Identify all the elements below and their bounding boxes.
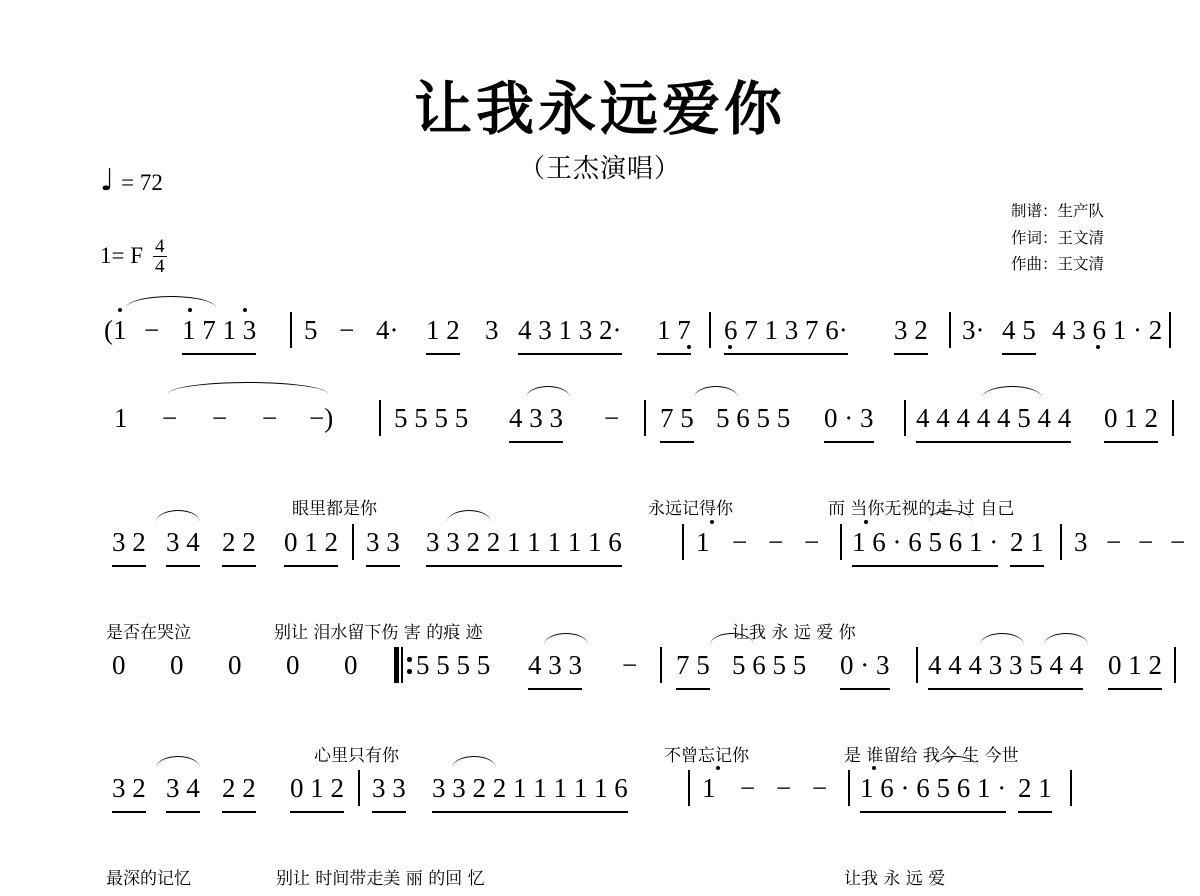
credit-composer: 作曲：王文清: [1010, 255, 1104, 274]
note-token: −: [732, 527, 748, 557]
note-token: 0 1 2: [290, 768, 344, 813]
octave-dot-above: [710, 520, 714, 524]
time-signature-numerator: 4: [155, 236, 165, 257]
barline: [848, 770, 850, 806]
music-system-4: [104, 645, 1162, 766]
notation-row: [104, 522, 1186, 568]
note-token: −: [740, 773, 756, 803]
octave-dot-above: [864, 520, 868, 524]
octave-dot-below: [687, 345, 691, 349]
note-token: 1 7: [657, 310, 691, 355]
note-token: 0 1 2: [284, 522, 338, 567]
barline: [949, 312, 951, 348]
note-token: 2 2: [222, 522, 256, 567]
barline: [709, 312, 711, 348]
credit-arranger: 制谱：生产队: [1010, 202, 1104, 220]
note-token: −: [1138, 527, 1154, 557]
note-token: 3 4: [166, 768, 200, 813]
note-token: 0: [112, 650, 126, 680]
note-token: 0: [170, 650, 184, 680]
barline: [1070, 770, 1072, 806]
lyric-phrase: 而 当你无视的走 过 自己: [828, 499, 1015, 519]
tempo-marking: [100, 163, 163, 198]
note-token: −: [1106, 527, 1122, 557]
key-label: 1= F: [100, 242, 144, 268]
note-token: −: [776, 773, 792, 803]
notation-row: [104, 310, 1163, 356]
barline: [379, 400, 381, 436]
credits-block: [1011, 198, 1104, 278]
note-token: 3 2: [112, 768, 146, 813]
lyric-phrase: 让我 永 远 爱: [844, 869, 946, 889]
note-token: 5: [304, 315, 318, 345]
barline: [682, 524, 684, 560]
note-token: 2 1: [1010, 522, 1044, 567]
barline: [358, 770, 360, 806]
note-token: −: [622, 650, 638, 680]
octave-dot-above: [118, 308, 122, 312]
barline: [290, 312, 292, 348]
note-token: 4 5: [1002, 310, 1036, 355]
barline: [1169, 312, 1171, 348]
repeat-start-sign: [394, 647, 407, 683]
notation-row: [104, 398, 1158, 444]
note-token: −: [604, 403, 620, 433]
music-system-3: [104, 522, 1186, 643]
note-token: (1: [104, 315, 127, 345]
note-token: 5 6 5 5: [716, 403, 791, 433]
time-signature-denominator: 4: [155, 256, 165, 277]
note-token: 4 3 1 3 2·: [518, 310, 622, 355]
note-token: 4 4 4 4 4 5 4 4: [916, 398, 1071, 443]
lyric-phrase: 最深的记忆: [106, 869, 191, 889]
note-token: 0: [228, 650, 242, 680]
credit-lyricist: 作词：王文清: [1010, 228, 1104, 247]
note-token: 4·: [376, 315, 399, 345]
note-token: −: [1170, 527, 1186, 557]
slur-arc: [526, 386, 570, 398]
octave-dot-below: [1096, 345, 1100, 349]
barline: [1174, 647, 1176, 683]
note-token: 2 2: [222, 768, 256, 813]
barline: [660, 647, 662, 683]
note-token: 0: [344, 650, 358, 680]
slur-arc: [694, 386, 738, 398]
notation-row: [104, 645, 1162, 691]
note-token: −: [162, 403, 178, 433]
barline: [688, 770, 690, 806]
note-token: 1: [114, 403, 128, 433]
barline: [840, 524, 842, 560]
lyric-phrase: 别让 时间带走美 丽 的回 忆: [276, 869, 485, 889]
note-token: 0 · 3: [824, 398, 874, 443]
music-system-2: [104, 398, 1158, 519]
barline: [916, 647, 918, 683]
note-token: 3: [485, 315, 499, 345]
lyric-phrase: 不曾忘记你: [664, 746, 749, 766]
note-token: 3 3 2 2 1 1 1 1 1 6: [432, 768, 628, 813]
note-token: 3·: [962, 315, 985, 345]
note-token: 3 3 2 2 1 1 1 1 1 6: [426, 522, 622, 567]
barline: [904, 400, 906, 436]
music-system-5: [104, 768, 1104, 889]
note-token: −: [262, 403, 278, 433]
octave-dot-above: [716, 766, 720, 770]
lyric-phrase: 心里只有你: [314, 746, 399, 766]
lyric-phrase: 是否在哭泣: [106, 623, 191, 643]
note-token: 3 3: [366, 522, 400, 567]
note-token: 0: [286, 650, 300, 680]
note-token: 1 2: [426, 310, 460, 355]
note-token: 7 5: [660, 398, 694, 443]
barline: [352, 524, 354, 560]
lyric-phrase: 永远记得你: [648, 499, 733, 519]
note-token: 4 3 6 1 · 2: [1052, 315, 1163, 345]
tempo-value: = 72: [121, 170, 163, 195]
note-token: 3 2: [894, 310, 928, 355]
note-token: 3: [1074, 527, 1088, 557]
octave-dot-above: [188, 308, 192, 312]
note-token: 4 4 4 3 3 5 4 4: [928, 645, 1083, 690]
notation-row: [104, 768, 1104, 814]
note-token: −: [768, 527, 784, 557]
note-token: 3 4: [166, 522, 200, 567]
note-token: −): [309, 403, 334, 433]
note-token: −: [212, 403, 228, 433]
octave-dot-above: [243, 308, 247, 312]
note-token: 3 2: [112, 522, 146, 567]
note-token: 1 6 · 6 5 6 1 ·: [852, 522, 998, 567]
slur-arc: [126, 296, 216, 308]
lyric-phrase: 让我 永 远 爱 你: [732, 623, 856, 643]
note-token: −: [804, 527, 820, 557]
note-token: 6 7 1 3 7 6·: [724, 310, 848, 355]
slur-arc: [168, 382, 328, 394]
note-token: 3 3: [372, 768, 406, 813]
note-token: 1: [696, 527, 710, 557]
page-title: 让我永远爱你: [413, 75, 786, 143]
note-token: 4 3 3: [528, 645, 582, 690]
page-subtitle: （王杰演唱）: [518, 154, 681, 184]
lyrics-row: [104, 866, 1104, 896]
note-token: 4 3 3: [509, 398, 563, 443]
octave-dot-below: [728, 345, 732, 349]
note-token: −: [812, 773, 828, 803]
note-token: 0 1 2: [1108, 645, 1162, 690]
note-token: 1 7 1 3: [182, 310, 256, 355]
note-token: 2 1: [1018, 768, 1052, 813]
note-token: 5 5 5 5: [394, 403, 469, 433]
lyric-phrase: 眼里都是你: [292, 499, 377, 519]
note-token: 0 · 3: [840, 645, 890, 690]
key-signature: [100, 236, 167, 275]
barline: [1172, 400, 1174, 436]
note-token: −: [144, 315, 160, 345]
note-token: 1 6 · 6 5 6 1 ·: [860, 768, 1006, 813]
barline: [1060, 524, 1062, 560]
lyric-phrase: 别让 泪水留下伤 害 的痕 迹: [274, 623, 483, 643]
barline: [644, 400, 646, 436]
octave-dot-above: [872, 766, 876, 770]
quarter-note-icon: ♩: [100, 163, 115, 198]
note-token: 5 5 5 5: [416, 650, 491, 680]
note-token: 0 1 2: [1104, 398, 1158, 443]
note-token: 1: [702, 773, 716, 803]
time-signature: [153, 237, 167, 276]
note-token: 5 6 5 5: [732, 650, 807, 680]
note-token: 7 5: [676, 645, 710, 690]
music-system-1: [104, 310, 1163, 356]
slur-arc: [982, 386, 1042, 398]
lyric-phrase: 是 谁留给 我今 生 今世: [844, 746, 1019, 766]
note-token: −: [339, 315, 355, 345]
